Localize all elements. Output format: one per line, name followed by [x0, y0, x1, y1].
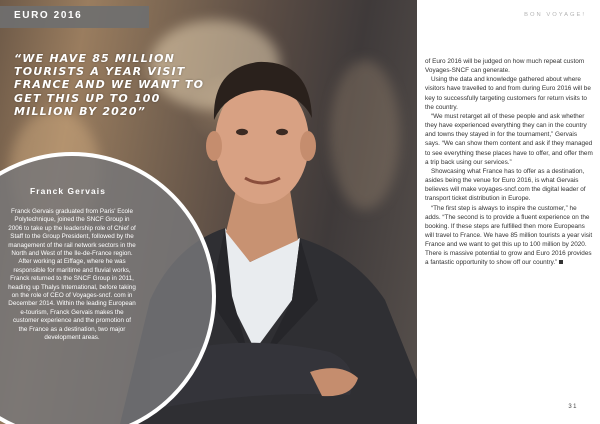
page-number: 31 — [568, 404, 578, 410]
article-paragraph — [425, 204, 593, 268]
end-of-article-mark — [559, 260, 563, 264]
article-paragraph: “We must retarget all of these people and ask whether they have experienced everything they can in the country and towns they stayed in for the tournament,” Gervais says. “We can show them content and ask if they managed to see everything these places have to offer, and offer them a trip back using our services.” — [425, 112, 593, 166]
section-tab-label: EURO 2016 — [14, 10, 83, 21]
article-paragraph-text: “The first step is always to inspire the customer,” he adds. “The second is to provide a fluent experience on the booking. If these steps are fulfilled then more Europeans will travel to France. We have 85 million tourists a year visit France and we want to get this up to 100 million by 2020. There is massive potential to grow and Euro 2016 provides a fantastic opportunity to show off our country.” — [425, 204, 593, 267]
article-paragraph: of Euro 2016 will be judged on how much repeat custom Voyages-SNCF can generate. — [425, 58, 585, 75]
article-paragraph: Showcasing what France has to offer as a destination, asides being the venue for Euro 2016, is what Gervais believes will make voyages-sncf.com the digital leader of transport ticket distribution in Europe. — [425, 167, 586, 203]
article-paragraph: Using the data and knowledge gathered about where visitors have travelled to and from during Euro 2016 will be key to successfully targeting customers for return visits to the country. — [425, 76, 591, 111]
magazine-header: BON VOYAGE! — [524, 12, 586, 18]
bio-text: Franck Gervais graduated from Paris' Ecole Polytechnique, joined the SNCF Group in 2006 to take up the leadership role of Chief of Staff to the Group President, followed by the management of the rail network sectors in the North and West of the Ile-de-France region. After working at Eiffage, where he was responsible for maritime and fluvial works, Franck returned to the SNCF Group in 2011, heading up Thalys International, before taking on the role of CEO of Voyages-sncf. com in December 2014. Within the leading European e-tourism, Franck Gervais makes the customer experience and the promotion of the France as a destination, two major development areas. — [8, 208, 136, 342]
pull-quote: “WE HAVE 85 MILLION TOURISTS A YEAR VISIT FRANCE AND WE WANT TO GET THIS UP TO 100 MILLION BY 2020” — [14, 52, 205, 118]
article-body — [425, 57, 593, 268]
bio-name: Franck Gervais — [30, 186, 106, 196]
